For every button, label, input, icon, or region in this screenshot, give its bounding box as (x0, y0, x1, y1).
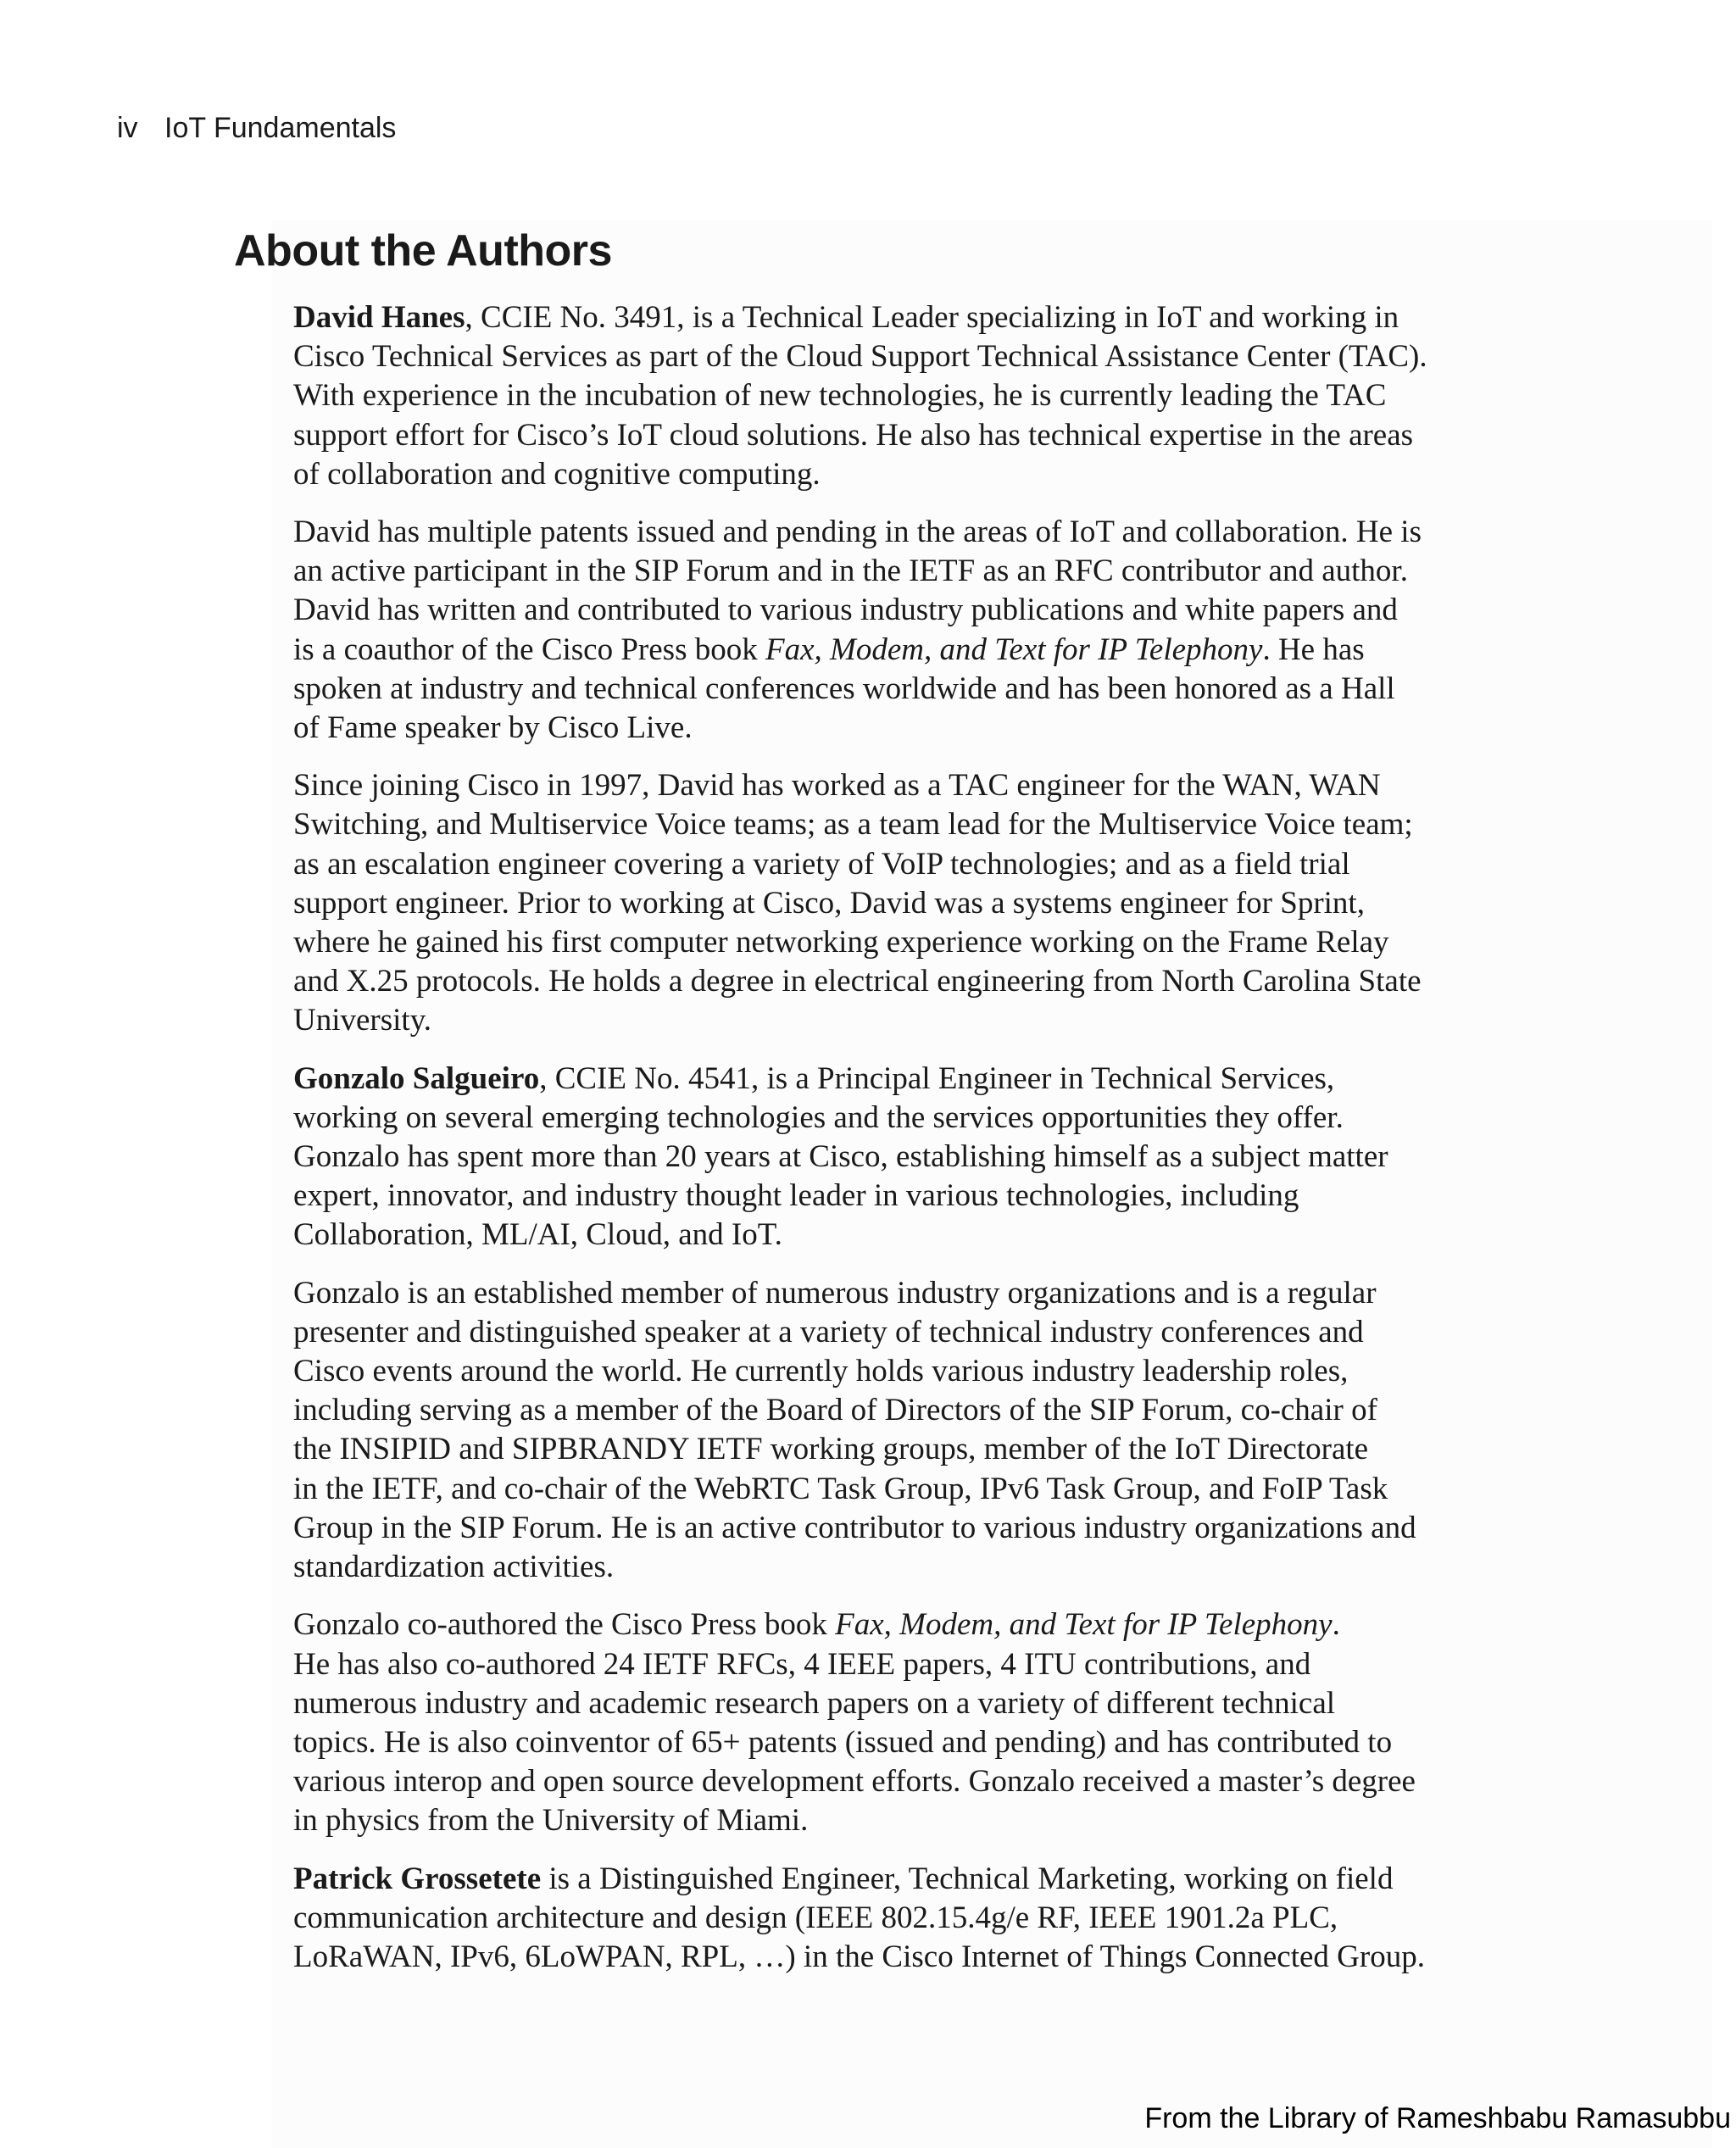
text-line (293, 1177, 1438, 1216)
text-line (293, 1470, 1438, 1509)
text-run: including serving as a member of the Board of Directors of the SIP Forum, co-chair of (293, 1393, 1377, 1428)
text-run: support engineer. Prior to working at Cisco, David was a systems engineer for Sprint, (293, 885, 1365, 921)
text-line (293, 962, 1438, 1001)
running-head (117, 112, 396, 145)
book-title: IoT Fundamentals (164, 112, 397, 144)
text-run: as an escalation engineer covering a variety of VoIP technologies; and as a field trial (293, 846, 1350, 882)
text-run: standardization activities. (293, 1550, 615, 1585)
paragraph (293, 1060, 1438, 1255)
text-line (293, 591, 1438, 630)
book-title-italic: Fax, Modem, and Text for IP Telephony (835, 1607, 1333, 1643)
author-name: Gonzalo Salgueiro (293, 1060, 540, 1096)
text-run: Cisco events around the world. He currently holds various industry leadership roles, (293, 1354, 1349, 1389)
text-line (293, 298, 1438, 337)
text-line (293, 1801, 1438, 1840)
text-run: an active participant in the SIP Forum and in the IETF as an RFC contributor and author. (293, 554, 1408, 589)
text-line (293, 1430, 1438, 1469)
text-line (293, 1938, 1438, 1977)
text-run: spoken at industry and technical conferences worldwide and has been honored as a Hall (293, 671, 1395, 706)
text-run: the INSIPID and SIPBRANDY IETF working groups, member of the IoT Directorate (293, 1432, 1369, 1467)
paragraph (293, 513, 1438, 748)
text-run: He has also co-authored 24 IETF RFCs, 4 IEEE papers, 4 ITU contributions, and (293, 1646, 1311, 1682)
text-run: of collaboration and cognitive computing. (293, 456, 821, 492)
text-run: David has multiple patents issued and pending in the areas of IoT and collaboration. He is (293, 515, 1422, 550)
text-line (293, 1762, 1438, 1801)
text-line (293, 1605, 1438, 1644)
text-line (293, 1860, 1438, 1899)
page-number: iv (117, 112, 138, 144)
text-run: . He has (1262, 632, 1365, 667)
paragraph (293, 766, 1438, 1040)
text-line (293, 845, 1438, 884)
text-line (293, 1509, 1438, 1548)
library-watermark: From the Library of Rameshbabu Ramasubbu (1144, 2102, 1731, 2134)
text-line (293, 513, 1438, 552)
text-line (293, 1138, 1438, 1177)
text-run: , CCIE No. 3491, is a Technical Leader specializing in IoT and working in (465, 300, 1399, 335)
paragraph (293, 1605, 1438, 1840)
text-line (293, 416, 1438, 455)
text-run: is a Distinguished Engineer, Technical Marketing, working on field (541, 1861, 1394, 1896)
text-line (293, 337, 1438, 376)
text-line (293, 1001, 1438, 1040)
text-run: working on several emerging technologies and the services opportunities they offer. (293, 1099, 1344, 1135)
text-line (293, 923, 1438, 962)
text-run: various interop and open source development efforts. Gonzalo received a master’s degree (293, 1764, 1416, 1800)
text-run: University. (293, 1003, 432, 1038)
text-run: presenter and distinguished speaker at a variety of technical industry conferences and (293, 1314, 1364, 1349)
text-run: , CCIE No. 4541, is a Principal Engineer in Technical Services, (539, 1060, 1335, 1096)
text-run: expert, innovator, and industry thought leader in various technologies, including (293, 1178, 1299, 1214)
text-line (293, 1723, 1438, 1762)
paragraph (293, 1274, 1438, 1588)
text-line (293, 709, 1438, 748)
text-run: Switching, and Multiservice Voice teams; as a team lead for the Multiservice Voice team; (293, 807, 1413, 843)
text-run: . (1332, 1607, 1340, 1643)
text-run: in physics from the University of Miami. (293, 1803, 809, 1839)
text-line (293, 1274, 1438, 1313)
text-run: Collaboration, ML/AI, Cloud, and IoT. (293, 1217, 782, 1253)
text-line (293, 552, 1438, 591)
text-line (293, 1313, 1438, 1352)
text-run: communication architecture and design (IEEE 802.15.4g/e RF, IEEE 1901.2a PLC, (293, 1900, 1338, 1935)
text-run: Group in the SIP Forum. He is an active contributor to various industry organizations and (293, 1510, 1416, 1545)
author-name: David Hanes (293, 300, 465, 335)
text-line (293, 1645, 1438, 1684)
text-line (293, 631, 1438, 670)
text-line (293, 1099, 1438, 1138)
text-line (293, 1060, 1438, 1099)
text-run: and X.25 protocols. He holds a degree in electrical engineering from North Carolina State (293, 964, 1422, 999)
section-title: About the Authors (234, 226, 612, 275)
text-line (293, 805, 1438, 844)
text-run: topics. He is also coinventor of 65+ patents (issued and pending) and has contributed to (293, 1724, 1393, 1760)
text-run: in the IETF, and co-chair of the WebRTC Task Group, IPv6 Task Group, and FoIP Task (293, 1471, 1388, 1506)
text-run: Cisco Technical Services as part of the Cloud Support Technical Assistance Center (TAC). (293, 339, 1427, 375)
text-line (293, 1899, 1438, 1938)
text-line (293, 1391, 1438, 1430)
text-run: Gonzalo is an established member of numerous industry organizations and is a regular (293, 1275, 1377, 1311)
text-line (293, 1216, 1438, 1255)
text-run: Gonzalo co-authored the Cisco Press book (293, 1607, 836, 1643)
text-run: With experience in the incubation of new technologies, he is currently leading the TAC (293, 378, 1387, 414)
text-line (293, 376, 1438, 415)
text-line (293, 884, 1438, 923)
paragraph (293, 298, 1438, 494)
text-run: of Fame speaker by Cisco Live. (293, 710, 693, 746)
paragraph (293, 1860, 1438, 1978)
text-line (293, 766, 1438, 805)
book-title-italic: Fax, Modem, and Text for IP Telephony (765, 632, 1263, 667)
text-run: is a coauthor of the Cisco Press book (293, 632, 765, 667)
text-run: where he gained his first computer networking experience working on the Frame Relay (293, 925, 1389, 960)
body-text (293, 298, 1438, 1995)
author-name: Patrick Grossetete (293, 1861, 542, 1896)
text-run: support effort for Cisco’s IoT cloud solutions. He also has technical expertise in the areas (293, 417, 1414, 453)
text-line (293, 670, 1438, 709)
text-line (293, 455, 1438, 494)
text-run: numerous industry and academic research papers on a variety of different technical (293, 1685, 1336, 1721)
text-line (293, 1352, 1438, 1391)
text-run: David has written and contributed to various industry publications and white papers and (293, 593, 1398, 628)
text-line (293, 1684, 1438, 1723)
text-line (293, 1548, 1438, 1587)
text-run: Since joining Cisco in 1997, David has worked as a TAC engineer for the WAN, WAN (293, 768, 1381, 804)
text-run: LoRaWAN, IPv6, 6LoWPAN, RPL, …) in the Cisco Internet of Things Connected Group. (293, 1939, 1425, 1974)
text-run: Gonzalo has spent more than 20 years at Cisco, establishing himself as a subject matter (293, 1139, 1388, 1175)
